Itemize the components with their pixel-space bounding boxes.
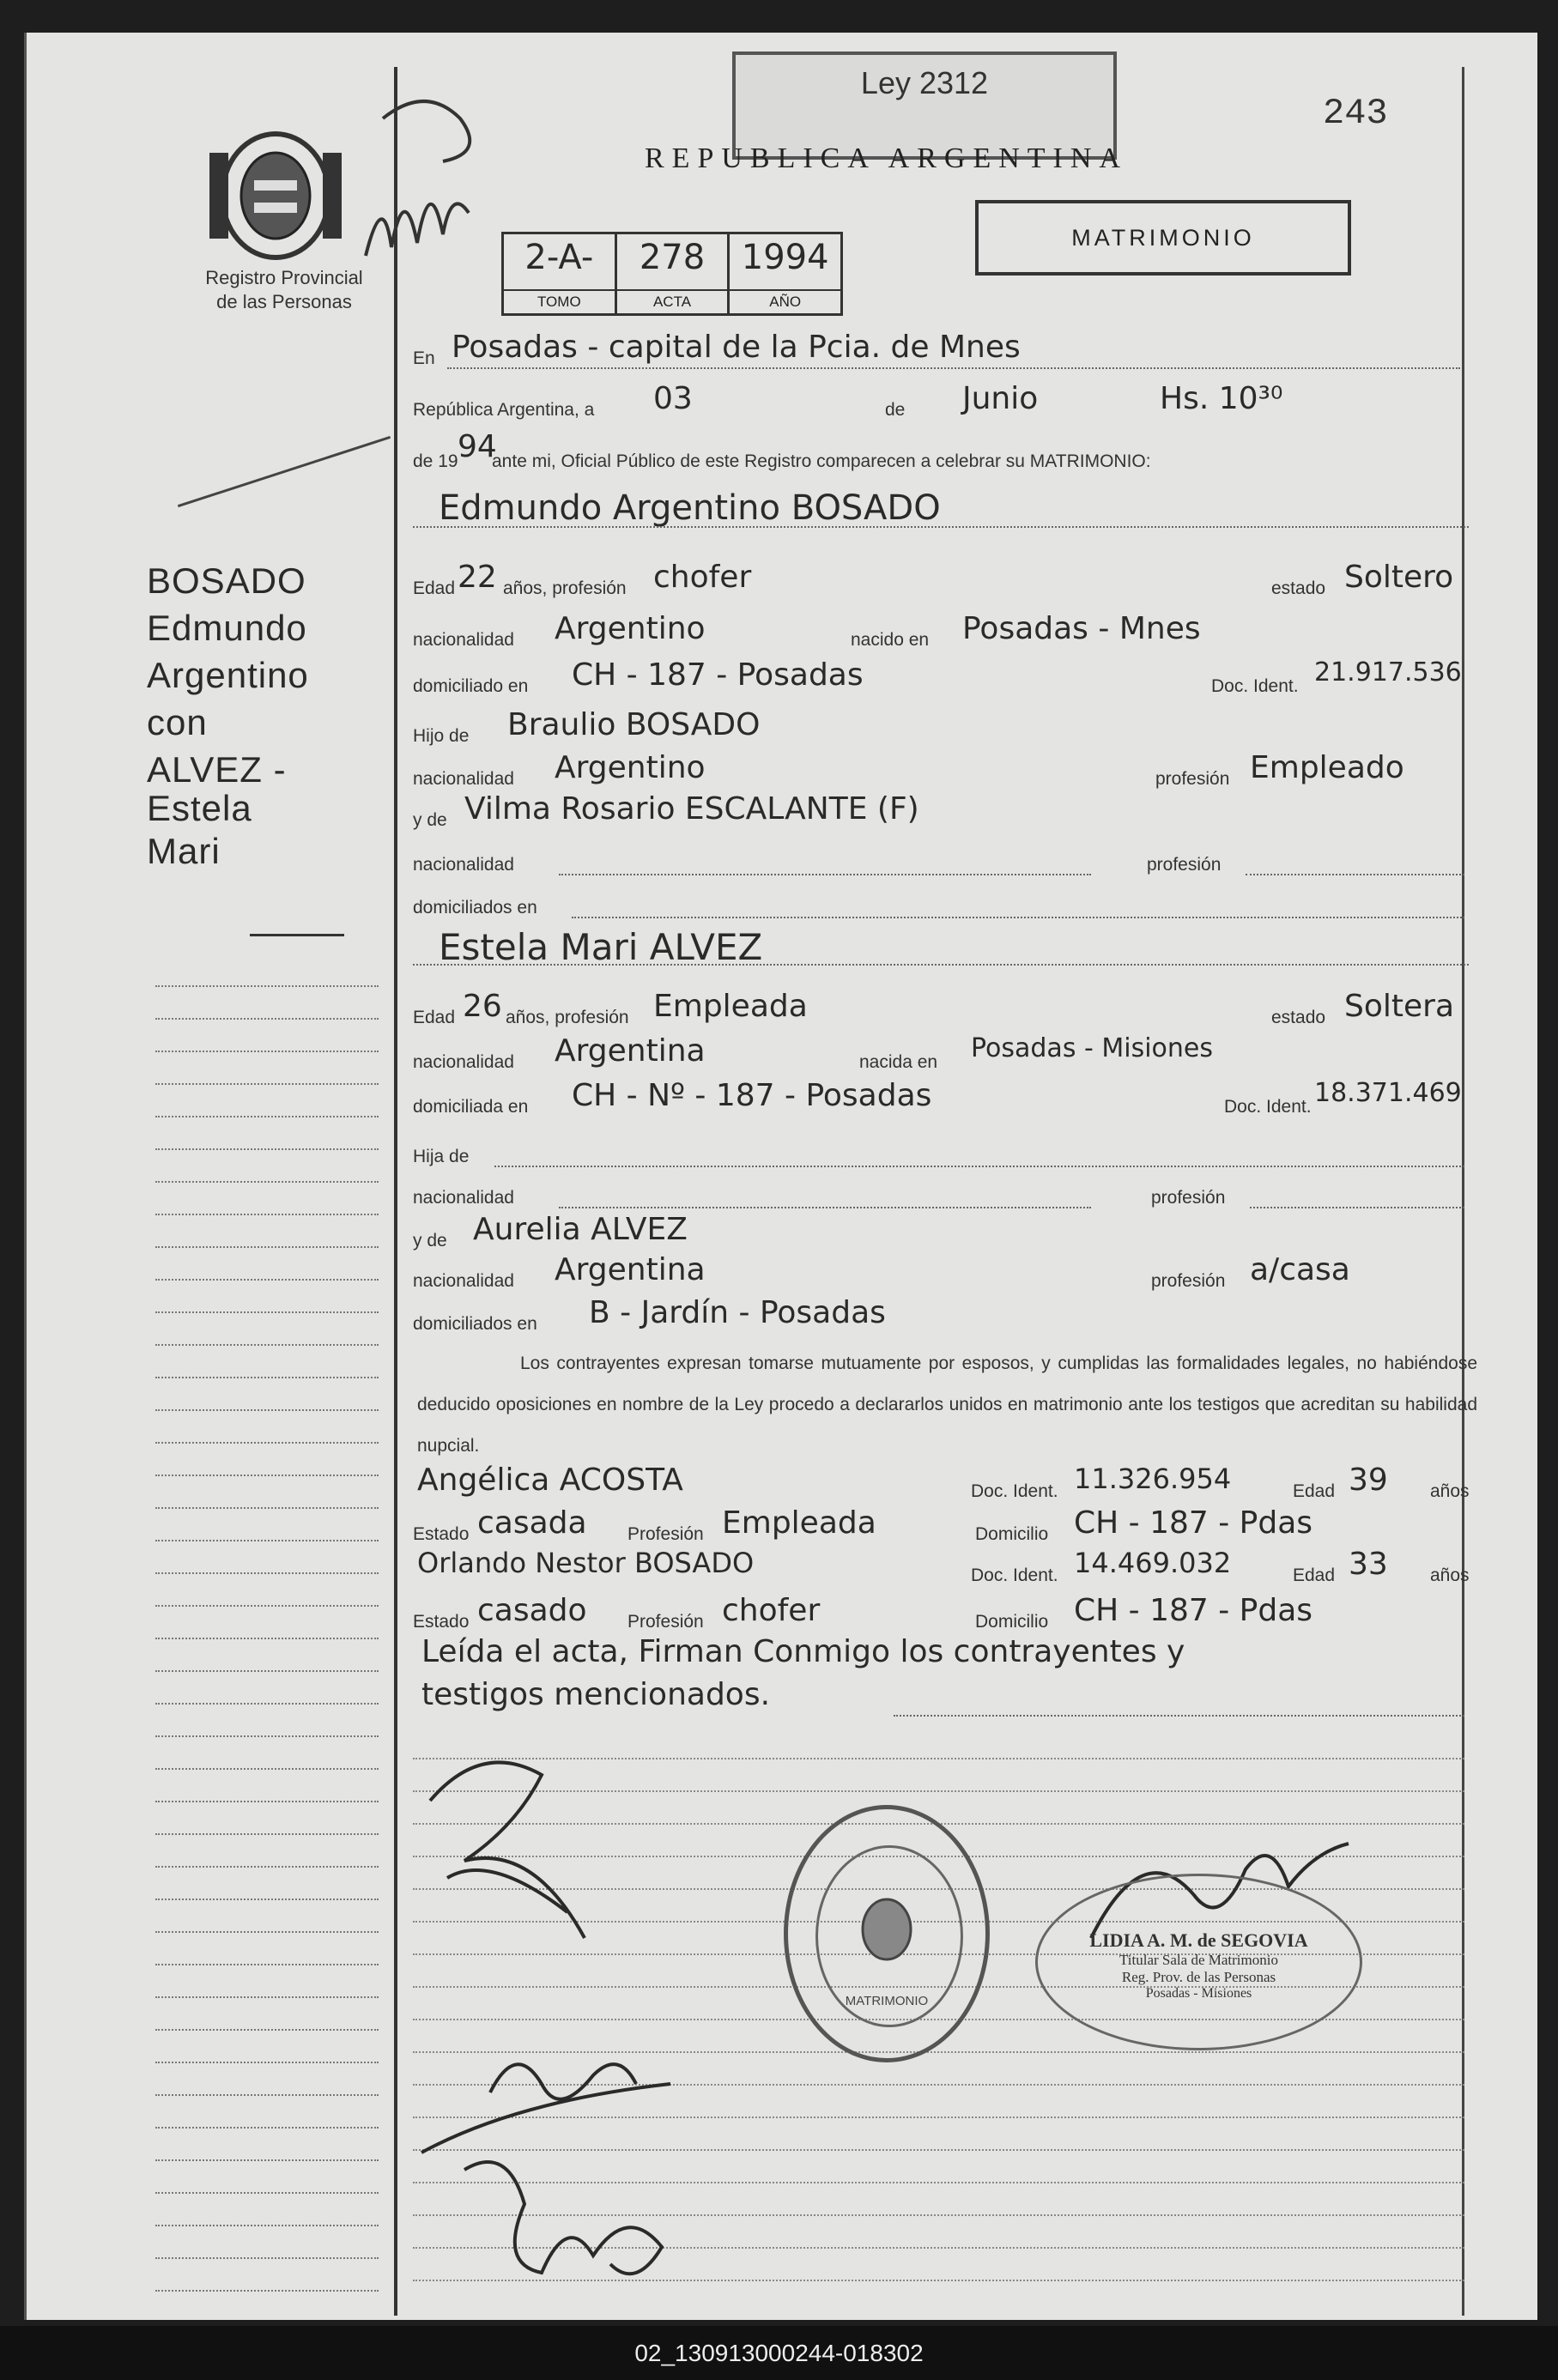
- margin-ruled-line: [155, 1344, 379, 1346]
- witness1-name: Angélica ACOSTA: [417, 1463, 683, 1498]
- born-label: nacido en: [851, 630, 930, 650]
- official-title: Titular Sala de Matrimonio: [1119, 1952, 1278, 1968]
- de-label: de: [885, 400, 906, 420]
- year-prefix: de 19: [413, 451, 458, 471]
- groom-born: Posadas - Mnes: [962, 611, 1201, 646]
- dotted-rule: [894, 1715, 1464, 1717]
- time-value: Hs. 10³⁰: [1160, 381, 1283, 416]
- profession-label: años, profesión: [506, 1008, 629, 1027]
- acta-label: ACTA: [617, 289, 728, 313]
- bride-age: 26: [463, 989, 502, 1024]
- civil-registry-seal: [784, 1805, 990, 2062]
- groom-status: Soltero: [1344, 560, 1454, 595]
- margin-ruled-line: [155, 2257, 379, 2259]
- declaration-paragraph: Los contrayentes expresan tomarse mutuamente por esposos, y cumplidas las formalidades legales, no habiéndose deducido oposiciones en nombre de la Ley procedo a declararlos unidos en matrimonio ante los testigos que acreditan su habilidad nupcial.: [417, 1354, 1477, 1456]
- dotted-rule: [413, 526, 1469, 528]
- dotted-rule: [413, 964, 1469, 966]
- margin-ruled-line: [155, 1866, 379, 1868]
- witness1-profession: Empleada: [722, 1505, 876, 1541]
- profession-label: Profesión: [627, 1612, 704, 1632]
- witness2-name: Orlando Nestor BOSADO: [417, 1547, 755, 1579]
- margin-ruled-line: [155, 1181, 379, 1183]
- profession-label: profesión: [1151, 1188, 1226, 1208]
- margin-ruled-line: [155, 2127, 379, 2129]
- register-label: [155, 266, 413, 314]
- witness2-age: 33: [1349, 1547, 1388, 1582]
- years-label: años: [1430, 1481, 1470, 1501]
- margin-ruled-line: [155, 1638, 379, 1639]
- folio-number: 243: [1323, 93, 1388, 134]
- bride-name: Estela Mari ALVEZ: [439, 926, 763, 968]
- page-title: REPUBLICA ARGENTINA: [645, 142, 1128, 174]
- margin-ruled-line: [155, 2062, 379, 2063]
- parents-domicile-label: domiciliados en: [413, 898, 537, 917]
- groom-signature: [413, 1723, 619, 1964]
- status-label: Estado: [413, 1524, 470, 1544]
- dotted-rule: [494, 1166, 1464, 1167]
- status-label: estado: [1271, 1008, 1326, 1027]
- en-label: En: [413, 348, 435, 368]
- margin-ruled-line: [155, 1377, 379, 1378]
- provincial-coat-of-arms-icon: [203, 127, 349, 264]
- register-label-line1: Registro Provincial: [205, 267, 363, 288]
- seal-text: MATRIMONIO: [845, 1994, 929, 2008]
- doc-label: Doc. Ident.: [971, 1481, 1058, 1501]
- margin-ruled-line: [155, 2290, 379, 2292]
- witness1-domicile: CH - 187 - Pdas: [1074, 1505, 1313, 1541]
- dotted-rule: [1246, 874, 1464, 875]
- place-value: Posadas - capital de la Pcia. de Mnes: [452, 330, 1021, 365]
- born-label: nacida en: [859, 1052, 938, 1072]
- parents-domicile-label: domiciliados en: [413, 1314, 537, 1334]
- dotted-rule: [1250, 1207, 1464, 1208]
- nationality-label: nacionalidad: [413, 1052, 514, 1072]
- official-name: LIDIA A. M. de SEGOVIA: [1089, 1929, 1308, 1951]
- tomo-cell: [504, 234, 617, 313]
- margin-note-line: Mari: [147, 831, 221, 871]
- status-label: Estado: [413, 1612, 470, 1632]
- groom-age: 22: [458, 560, 497, 595]
- years-label: años: [1430, 1565, 1470, 1585]
- age-label: Edad: [1293, 1565, 1336, 1585]
- register-page: [24, 33, 1537, 2320]
- margin-ruled-line: [155, 2029, 379, 2031]
- profession-label: Profesión: [627, 1524, 704, 1544]
- profession-label: profesión: [1147, 855, 1222, 875]
- margin-ruled-line: [155, 1768, 379, 1770]
- margin-ruled-line: [155, 1442, 379, 1444]
- margin-rule: [394, 67, 397, 2316]
- nationality-label: nacionalidad: [413, 855, 514, 875]
- margin-ruled-line: [155, 1409, 379, 1411]
- groom-father-profession: Empleado: [1250, 750, 1404, 785]
- margin-ruled-line: [155, 1246, 379, 1248]
- witness2-profession: chofer: [722, 1593, 821, 1628]
- father-label: Hija de: [413, 1147, 470, 1166]
- domicile-label: domiciliado en: [413, 676, 529, 696]
- official-office: Reg. Prov. de las Personas: [1121, 1969, 1276, 1985]
- groom-mother: Vilma Rosario ESCALANTE (F): [464, 791, 919, 827]
- acta-value: 278: [639, 238, 706, 277]
- anio-value: 1994: [741, 238, 829, 277]
- margin-ruled-line: [155, 1964, 379, 1965]
- margin-note-line: BOSADO: [147, 560, 306, 601]
- tomo-label: TOMO: [504, 289, 615, 313]
- margin-ruled-line: [155, 1833, 379, 1835]
- margin-note-line: Argentino: [147, 655, 309, 695]
- margin-ruled-line: [155, 1018, 379, 1020]
- margin-ruled-line: [155, 1899, 379, 1900]
- tomo-value: 2-A-: [524, 238, 594, 277]
- margin-ruled-line: [155, 1670, 379, 1672]
- margin-dash: [250, 934, 344, 936]
- profession-label: profesión: [1155, 769, 1230, 789]
- margin-ruled-line: [155, 1507, 379, 1509]
- margin-ruled-line: [155, 1148, 379, 1150]
- bride-profession: Empleada: [653, 989, 808, 1024]
- document-type-box: MATRIMONIO: [975, 200, 1351, 276]
- margin-ruled-line: [155, 1214, 379, 1215]
- dotted-rule: [447, 367, 1460, 369]
- witness1-doc: 11.326.954: [1074, 1463, 1232, 1495]
- dotted-rule: [572, 917, 1464, 918]
- mother-label: y de: [413, 1231, 447, 1251]
- seal-emblem-icon: [857, 1895, 917, 1964]
- doc-label: Doc. Ident.: [1211, 676, 1299, 696]
- image-id-footer: 02_130913000244-018302: [0, 2326, 1558, 2380]
- witness1-age: 39: [1349, 1463, 1388, 1498]
- doc-label: Doc. Ident.: [1224, 1097, 1312, 1117]
- status-label: estado: [1271, 578, 1326, 598]
- witness2-doc: 14.469.032: [1074, 1547, 1232, 1579]
- bride-status: Soltera: [1344, 989, 1455, 1024]
- domicile-label: Domicilio: [975, 1612, 1049, 1632]
- margin-ruled-line: [155, 1279, 379, 1281]
- margin-ruled-line: [155, 1605, 379, 1607]
- witness-signature: [439, 2135, 696, 2307]
- margin-ruled-line: [155, 1540, 379, 1541]
- year-value: 94: [458, 429, 497, 464]
- groom-nationality: Argentino: [555, 611, 706, 646]
- dotted-rule: [559, 874, 1091, 875]
- right-rule: [1462, 67, 1464, 2316]
- age-label: Edad: [413, 1008, 456, 1027]
- father-label: Hijo de: [413, 726, 470, 746]
- closing-text-1: Leída el acta, Firman Conmigo los contrayentes y: [421, 1634, 1185, 1669]
- margin-ruled-line: [155, 1475, 379, 1476]
- month-value: Junio: [962, 381, 1039, 416]
- margin-note-line: Edmundo: [147, 608, 307, 648]
- nationality-label: nacionalidad: [413, 630, 514, 650]
- acta-cell: [617, 234, 731, 313]
- margin-signature-scribble: [357, 84, 503, 273]
- bride-domicile: CH - Nº - 187 - Posadas: [572, 1078, 932, 1113]
- witness2-domicile: CH - 187 - Pdas: [1074, 1593, 1313, 1628]
- official-stamp: [1035, 1874, 1362, 2050]
- domicile-label: Domicilio: [975, 1524, 1049, 1544]
- day-value: 03: [653, 381, 693, 416]
- margin-ruled-line: [155, 1572, 379, 1574]
- margin-note-line: ALVEZ -: [147, 749, 287, 790]
- groom-father-nationality: Argentino: [555, 750, 706, 785]
- nationality-label: nacionalidad: [413, 769, 514, 789]
- witness1-status: casada: [477, 1505, 587, 1541]
- profession-label: profesión: [1151, 1271, 1226, 1291]
- margin-ruled-line: [155, 985, 379, 987]
- margin-ruled-line: [155, 1931, 379, 1933]
- anio-cell: [730, 234, 840, 313]
- bride-mother-nationality: Argentina: [555, 1252, 706, 1287]
- nationality-label: nacionalidad: [413, 1271, 514, 1291]
- doc-label: Doc. Ident.: [971, 1565, 1058, 1585]
- profession-label: años, profesión: [503, 578, 627, 598]
- mother-label: y de: [413, 810, 447, 830]
- age-label: Edad: [1293, 1481, 1336, 1501]
- law-stamp-text: Ley 2312: [860, 65, 989, 100]
- margin-ruled-line: [155, 1083, 379, 1085]
- bride-mother: Aurelia ALVEZ: [473, 1212, 688, 1247]
- bride-doc: 18.371.469: [1314, 1078, 1462, 1108]
- closing-text-2: testigos mencionados.: [421, 1677, 771, 1712]
- witness2-status: casado: [477, 1593, 587, 1628]
- groom-doc: 21.917.536: [1314, 657, 1462, 687]
- groom-name: Edmundo Argentino BOSADO: [439, 488, 941, 528]
- bride-mother-profession: a/casa: [1250, 1252, 1350, 1287]
- margin-ruled-line: [155, 1735, 379, 1737]
- dotted-rule: [559, 1207, 1091, 1208]
- bride-parents-domicile: B - Jardín - Posadas: [589, 1295, 886, 1330]
- bride-born: Posadas - Misiones: [971, 1033, 1213, 1063]
- margin-ruled-line: [155, 2192, 379, 2194]
- margin-ruled-line: [155, 1311, 379, 1313]
- margin-ruled-line: [155, 1996, 379, 1998]
- margin-ruled-line: [155, 2094, 379, 2096]
- anio-label: AÑO: [730, 289, 840, 313]
- margin-ruled-line: [155, 1801, 379, 1802]
- official-location: Posadas - Misiones: [1145, 1986, 1252, 2001]
- margin-ruled-line: [155, 1703, 379, 1705]
- age-label: Edad: [413, 578, 456, 598]
- margin-ruled-line: [155, 1116, 379, 1117]
- domicile-label: domiciliada en: [413, 1097, 529, 1117]
- intro-text: ante mi, Oficial Público de este Registro comparecen a celebrar su MATRIMONIO:: [492, 451, 1151, 471]
- groom-profession: chofer: [653, 560, 752, 595]
- country-label: República Argentina, a: [413, 400, 595, 420]
- margin-ruled-line: [155, 1051, 379, 1052]
- margin-note-line: Estela: [147, 788, 252, 828]
- nationality-label: nacionalidad: [413, 1188, 514, 1208]
- margin-diagonal-line: [178, 436, 391, 507]
- margin-column: [27, 33, 391, 2320]
- bride-nationality: Argentina: [555, 1033, 706, 1069]
- groom-domicile: CH - 187 - Posadas: [572, 657, 864, 693]
- groom-father: Braulio BOSADO: [507, 707, 761, 742]
- margin-ruled-line: [155, 2159, 379, 2161]
- margin-ruled-line: [155, 2225, 379, 2226]
- record-reference-box: [501, 232, 843, 316]
- register-label-line2: de las Personas: [216, 291, 352, 312]
- margin-note-line: con: [147, 702, 208, 742]
